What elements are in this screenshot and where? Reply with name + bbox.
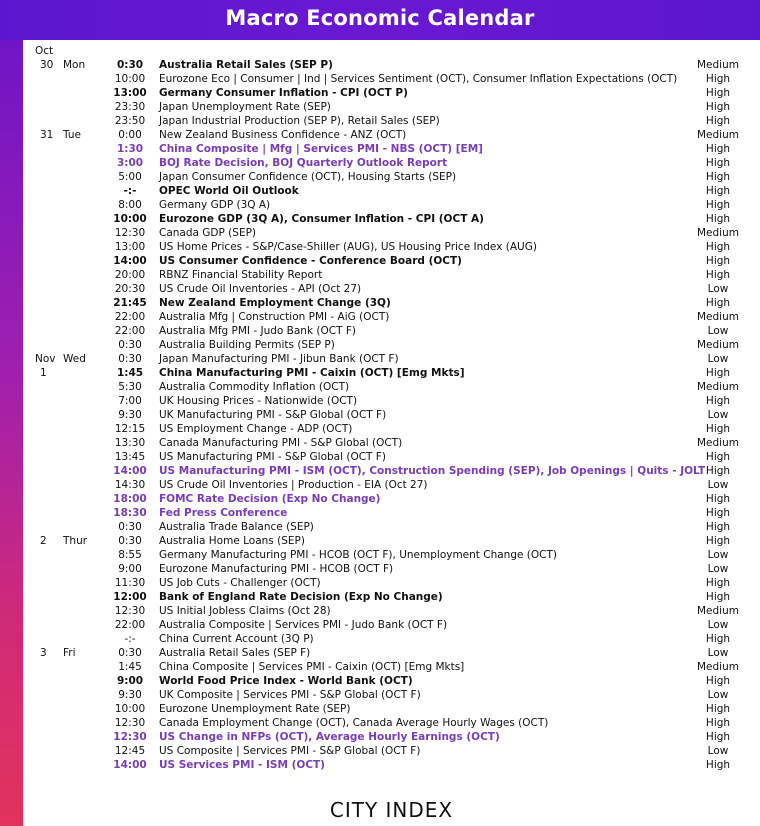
importance-cell: High [705, 395, 731, 407]
time-cell: 13:45 [114, 451, 146, 463]
calendar-row [23, 296, 760, 310]
time-cell: 0:30 [116, 59, 144, 71]
calendar-row [23, 646, 760, 660]
time-cell: 1:45 [118, 661, 142, 673]
event-cell: Australia Retail Sales (SEP F) [159, 647, 311, 659]
time-cell: 23:50 [114, 115, 146, 127]
time-cell: 0:00 [118, 129, 142, 141]
event-cell: Germany GDP (3Q A) [159, 199, 271, 211]
calendar-row [23, 632, 760, 646]
importance-cell: High [705, 507, 731, 519]
importance-cell: High [705, 675, 731, 687]
time-cell: 12:00 [113, 591, 147, 603]
event-cell: US Change in NFPs (OCT), Average Hourly Earnings (OCT) [159, 731, 500, 743]
calendar-row [23, 352, 760, 366]
time-cell: 1:45 [116, 367, 144, 379]
event-cell: US Job Cuts - Challenger (OCT) [159, 577, 321, 589]
calendar-row [23, 324, 760, 338]
calendar-row [23, 184, 760, 198]
event-cell: US Consumer Confidence - Conference Board (OCT) [159, 255, 462, 267]
event-cell: Australia Mfg PMI - Judo Bank (OCT F) [159, 325, 356, 337]
importance-cell: High [705, 143, 731, 155]
event-cell: Eurozone Unemployment Rate (SEP) [159, 703, 351, 715]
event-cell: Australia Building Permits (SEP P) [159, 339, 335, 351]
time-cell: 8:55 [118, 549, 142, 561]
importance-cell: High [705, 717, 731, 729]
month-cell: Nov [35, 353, 56, 365]
event-cell: RBNZ Financial Stability Report [159, 269, 323, 281]
event-cell: China Manufacturing PMI - Caixin (OCT) [Emg Mkts] [159, 367, 465, 379]
importance-cell: Low [707, 563, 729, 575]
event-cell: US Employment Change - ADP (OCT) [159, 423, 353, 435]
calendar-row [23, 254, 760, 268]
importance-cell: High [705, 157, 731, 169]
importance-cell: High [705, 171, 731, 183]
time-cell: 9:00 [116, 675, 144, 687]
time-cell: 11:30 [114, 577, 146, 589]
event-cell: Australia Retail Sales (SEP P) [159, 59, 333, 71]
event-cell: Fed Press Conference [159, 507, 288, 519]
importance-cell: Medium [697, 661, 739, 673]
importance-cell: Low [707, 283, 729, 295]
time-cell: 10:00 [114, 703, 146, 715]
event-cell: Australia Composite | Services PMI - Judo Bank (OCT F) [159, 619, 448, 631]
importance-cell: Medium [697, 227, 739, 239]
event-cell: US Home Prices - S&P/Case-Shiller (AUG), US Housing Price Index (AUG) [159, 241, 537, 253]
importance-cell: High [705, 493, 731, 505]
calendar-row [23, 534, 760, 548]
time-cell: 14:00 [113, 759, 147, 771]
weekday-cell: Wed [63, 353, 86, 365]
time-cell: 0:30 [118, 521, 142, 533]
weekday-cell: Tue [63, 129, 81, 141]
importance-cell: High [705, 759, 731, 771]
importance-cell: High [705, 213, 731, 225]
time-cell: 23:30 [114, 101, 146, 113]
time-cell: 9:30 [118, 689, 142, 701]
calendar-row [23, 562, 760, 576]
event-cell: Bank of England Rate Decision (Exp No Change) [159, 591, 443, 603]
calendar-row [23, 198, 760, 212]
time-cell: 7:00 [118, 395, 142, 407]
event-cell: Japan Industrial Production (SEP P), Retail Sales (SEP) [159, 115, 440, 127]
importance-cell: High [705, 185, 731, 197]
time-cell: 10:00 [114, 73, 146, 85]
calendar-row [23, 702, 760, 716]
importance-cell: Medium [697, 339, 739, 351]
importance-cell: High [705, 633, 731, 645]
calendar-row [23, 576, 760, 590]
calendar-row [23, 268, 760, 282]
time-cell: 22:00 [114, 311, 146, 323]
calendar-row [23, 478, 760, 492]
event-cell: Japan Consumer Confidence (OCT), Housing Starts (SEP) [159, 171, 457, 183]
time-cell: 21:45 [113, 297, 147, 309]
page-title: Macro Economic Calendar [225, 6, 535, 30]
calendar-row [23, 422, 760, 436]
calendar-row [23, 310, 760, 324]
event-cell: US Initial Jobless Claims (Oct 28) [159, 605, 331, 617]
calendar-row [23, 114, 760, 128]
weekday-cell: Thur [63, 535, 88, 547]
importance-cell: High [705, 451, 731, 463]
importance-cell: High [705, 535, 731, 547]
time-cell: 0:30 [118, 647, 142, 659]
event-cell: BOJ Rate Decision, BOJ Quarterly Outlook Report [159, 157, 448, 169]
event-cell: Japan Manufacturing PMI - Jibun Bank (OCT F) [159, 353, 399, 365]
time-cell: 20:00 [114, 269, 146, 281]
event-cell: Eurozone Eco | Consumer | Ind | Services Sentiment (OCT), Consumer Inflation Expectations (OCT) [159, 73, 678, 85]
importance-cell: High [705, 199, 731, 211]
calendar-row [23, 716, 760, 730]
importance-cell: Medium [697, 381, 739, 393]
time-cell: 22:00 [114, 325, 146, 337]
calendar-row [23, 506, 760, 520]
event-cell: Japan Unemployment Rate (SEP) [159, 101, 331, 113]
time-cell: 5:30 [118, 381, 142, 393]
calendar-row [23, 548, 760, 562]
time-cell: 12:30 [114, 605, 146, 617]
calendar-row [23, 282, 760, 296]
event-cell: New Zealand Business Confidence - ANZ (OCT) [159, 129, 407, 141]
calendar-table [23, 44, 760, 772]
importance-cell: Low [707, 689, 729, 701]
time-cell: 14:00 [113, 465, 147, 477]
time-cell: 0:30 [118, 535, 142, 547]
event-cell: US Manufacturing PMI - ISM (OCT), Construction Spending (SEP), Job Openings | Quits - JOLT [159, 465, 706, 477]
calendar-row [23, 100, 760, 114]
importance-cell: High [705, 255, 731, 267]
calendar-row [23, 464, 760, 478]
day-cell: 2 [40, 535, 47, 547]
calendar-row [23, 380, 760, 394]
time-cell: 12:30 [114, 227, 146, 239]
importance-cell: High [705, 703, 731, 715]
time-cell: 18:30 [113, 507, 147, 519]
event-cell: Germany Manufacturing PMI - HCOB (OCT F), Unemployment Change (OCT) [159, 549, 557, 561]
time-cell: 12:30 [114, 717, 146, 729]
importance-cell: High [705, 731, 731, 743]
day-cell: 30 [40, 59, 54, 71]
time-cell: 0:30 [118, 339, 142, 351]
calendar-row [23, 492, 760, 506]
importance-cell: Medium [697, 129, 739, 141]
event-cell: Eurozone Manufacturing PMI - HCOB (OCT F) [159, 563, 394, 575]
event-cell: US Composite | Services PMI - S&P Global (OCT F) [159, 745, 421, 757]
calendar-row [23, 394, 760, 408]
importance-cell: Low [707, 479, 729, 491]
importance-cell: Medium [697, 605, 739, 617]
calendar-row [23, 44, 760, 58]
importance-cell: Medium [697, 59, 739, 71]
calendar-row [23, 86, 760, 100]
importance-cell: Low [707, 619, 729, 631]
calendar-row [23, 142, 760, 156]
importance-cell: High [705, 465, 731, 477]
importance-cell: High [705, 297, 731, 309]
importance-cell: High [705, 101, 731, 113]
time-cell: 10:00 [113, 213, 147, 225]
calendar-row [23, 72, 760, 86]
importance-cell: Low [707, 353, 729, 365]
time-cell: 12:15 [114, 423, 146, 435]
event-cell: Eurozone GDP (3Q A), Consumer Inflation - CPI (OCT A) [159, 213, 484, 225]
event-cell: US Services PMI - ISM (OCT) [159, 759, 325, 771]
time-cell: 8:00 [118, 199, 142, 211]
importance-cell: High [705, 521, 731, 533]
event-cell: Australia Home Loans (SEP) [159, 535, 305, 547]
importance-cell: High [705, 241, 731, 253]
calendar-row [23, 128, 760, 142]
time-cell: 0:30 [118, 353, 142, 365]
event-cell: UK Manufacturing PMI - S&P Global (OCT F) [159, 409, 387, 421]
time-cell: 12:45 [114, 745, 146, 757]
calendar-row [23, 758, 760, 772]
calendar-row [23, 170, 760, 184]
importance-cell: High [705, 73, 731, 85]
calendar-row [23, 744, 760, 758]
calendar-row [23, 58, 760, 72]
weekday-cell: Mon [63, 59, 86, 71]
time-cell: 5:00 [118, 171, 142, 183]
calendar-row [23, 212, 760, 226]
event-cell: UK Composite | Services PMI - S&P Global (OCT F) [159, 689, 421, 701]
calendar-row [23, 338, 760, 352]
city-index-logo: CITY INDEX [329, 798, 454, 822]
event-cell: Canada GDP (SEP) [159, 227, 257, 239]
time-cell: 13:30 [114, 437, 146, 449]
calendar-row [23, 450, 760, 464]
event-cell: Australia Trade Balance (SEP) [159, 521, 314, 533]
importance-cell: Low [707, 409, 729, 421]
event-cell: Germany Consumer Inflation - CPI (OCT P) [159, 87, 408, 99]
event-cell: China Composite | Services PMI - Caixin (OCT) [Emg Mkts] [159, 661, 465, 673]
calendar-row [23, 688, 760, 702]
importance-cell: High [705, 87, 731, 99]
calendar-row [23, 674, 760, 688]
calendar-row [23, 366, 760, 380]
importance-cell: High [705, 577, 731, 589]
calendar-row [23, 156, 760, 170]
event-cell: US Manufacturing PMI - S&P Global (OCT F) [159, 451, 386, 463]
event-cell: Australia Mfg | Construction PMI - AiG (OCT) [159, 311, 390, 323]
importance-cell: Low [707, 549, 729, 561]
calendar-row [23, 660, 760, 674]
time-cell: 12:30 [113, 731, 147, 743]
importance-cell: High [705, 367, 731, 379]
calendar-row [23, 240, 760, 254]
calendar-row [23, 618, 760, 632]
time-cell: 1:30 [116, 143, 144, 155]
time-cell: 20:30 [114, 283, 146, 295]
event-cell: China Current Account (3Q P) [159, 633, 314, 645]
calendar-row [23, 730, 760, 744]
event-cell: Canada Employment Change (OCT), Canada Average Hourly Wages (OCT) [159, 717, 549, 729]
event-cell: China Composite | Mfg | Services PMI - NBS (OCT) [EM] [159, 143, 483, 155]
calendar-row [23, 226, 760, 240]
calendar-row [23, 436, 760, 450]
weekday-cell: Fri [63, 647, 76, 659]
event-cell: New Zealand Employment Change (3Q) [159, 297, 391, 309]
day-cell: 3 [40, 647, 47, 659]
calendar-row [23, 590, 760, 604]
importance-cell: High [705, 423, 731, 435]
time-cell: 18:00 [113, 493, 147, 505]
event-cell: Canada Manufacturing PMI - S&P Global (OCT) [159, 437, 403, 449]
importance-cell: High [705, 269, 731, 281]
time-cell: -:- [123, 185, 137, 197]
time-cell: 3:00 [116, 157, 144, 169]
importance-cell: Medium [697, 311, 739, 323]
time-cell: -:- [124, 633, 136, 645]
time-cell: 9:30 [118, 409, 142, 421]
event-cell: UK Housing Prices - Nationwide (OCT) [159, 395, 358, 407]
time-cell: 9:00 [118, 563, 142, 575]
calendar-row [23, 604, 760, 618]
time-cell: 14:00 [113, 255, 147, 267]
calendar-row [23, 520, 760, 534]
time-cell: 14:30 [114, 479, 146, 491]
header-bar [0, 0, 760, 40]
event-cell: US Crude Oil Inventories - API (Oct 27) [159, 283, 362, 295]
importance-cell: Low [707, 647, 729, 659]
calendar-panel [23, 40, 760, 826]
event-cell: FOMC Rate Decision (Exp No Change) [159, 493, 381, 505]
time-cell: 13:00 [114, 241, 146, 253]
calendar-row [23, 408, 760, 422]
day-cell: 31 [40, 129, 54, 141]
event-cell: OPEC World Oil Outlook [159, 185, 299, 197]
day-cell: 1 [40, 367, 47, 379]
month-cell: Oct [35, 45, 54, 57]
importance-cell: Low [707, 325, 729, 337]
event-cell: Australia Commodity Inflation (OCT) [159, 381, 350, 393]
event-cell: World Food Price Index - World Bank (OCT) [159, 675, 413, 687]
importance-cell: High [705, 115, 731, 127]
time-cell: 13:00 [113, 87, 147, 99]
event-cell: US Crude Oil Inventories | Production - EIA (Oct 27) [159, 479, 428, 491]
importance-cell: Low [707, 745, 729, 757]
importance-cell: Medium [697, 437, 739, 449]
importance-cell: High [705, 591, 731, 603]
time-cell: 22:00 [114, 619, 146, 631]
